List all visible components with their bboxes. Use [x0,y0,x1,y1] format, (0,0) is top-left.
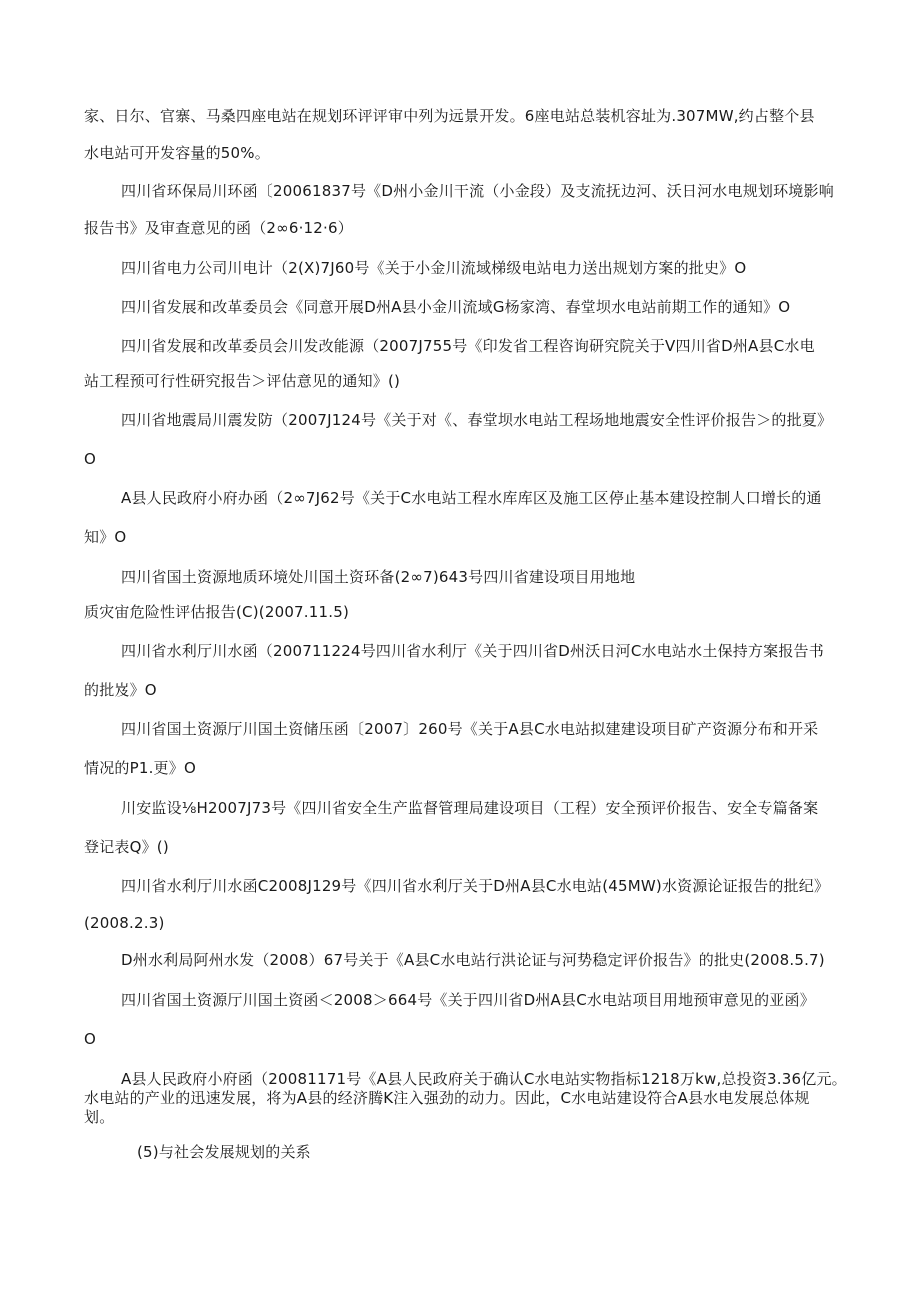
text-line: 水电站可开发容量的50%。 [84,144,270,162]
text-line: 质灾宙危险性评估报告(C)(2007.11.5) [84,603,350,621]
text-line: 川安监设⅛H2007J73号《四川省安全生产监督管理局建设项目（工程）安全预评价报告、安全专篇备案 [121,799,819,817]
text-line: O [84,450,97,468]
section-heading: (5)与社会发展规划的关系 [137,1143,311,1161]
text-line: 四川省国土资源厅川国土资函＜2008＞664号《关于四川省D州A县C水电站项目用地预审意见的亚函》 [121,991,815,1009]
text-line: (2008.2.3) [84,914,165,932]
text-line: 四川省国土资源厅川国土资储压函〔2007〕260号《关于A县C水电站拟建建设项目矿产资源分布和开采 [121,720,819,738]
text-line: 四川省地震局川震发防（2007J124号《关于对《、春堂坝水电站工程场地地震安全性评价报告＞的批夏》 [121,411,833,429]
text-line: 四川省水利厅川水函（200711224号四川省水利厅《关于四川省D州沃日河C水电站水土保持方案报告书 [121,642,824,660]
text-line: 情况的P1.更》O [84,759,196,777]
text-line: 四川省电力公司川电计（2(X)7J60号《关于小金川流域梯级电站电力送出规划方案的批史》O [121,259,747,277]
text-line: 登记表Q》() [84,838,169,856]
text-line: 四川省发展和改革委员会川发改能源（2007J755号《印发省工程咨询研究院关于V四川省D州A县C水电 [121,337,815,355]
text-line: A县人民政府小府函（20081171号《A县人民政府关于确认C水电站实物指标1218万kw,总投资3.36亿元。 [121,1070,847,1088]
text-line: 划。 [84,1108,115,1126]
text-line: A县人民政府小府办函（2∞7J62号《关于C水电站工程水库库区及施工区停止基本建设控制人口增长的通 [121,489,822,507]
text-line: O [84,1030,97,1048]
text-line: D州水利局阿州水发（2008）67号关于《A县C水电站行洪论证与河势稳定评价报告》的批史(2008.5.7) [121,951,825,969]
text-line: 四川省环保局川环函〔20061837号《D州小金川干流（小金段）及支流抚边河、沃日河水电规划环境影响 [121,182,834,200]
text-line: 家、日尔、官寨、马桑四座电站在规划环评评审中列为远景开发。6座电站总装机容址为.307MW,约占整个县 [84,107,815,125]
text-line: 站工程预可行性研究报告＞评估意见的通知》() [84,372,401,390]
text-line: 四川省水利厅川水函C2008J129号《四川省水利厅关于D州A县C水电站(45MW)水资源论证报告的批纪》 [121,877,830,895]
text-line: 水电站的产业的迅速发展，将为A县的经济腾K注入强劲的动力。因此，C水电站建设符合A县水电发展总体规 [84,1089,810,1107]
text-line: 报告书》及审查意见的函（2∞6·12·6） [84,219,353,237]
text-line: 的批岌》O [84,681,157,699]
text-line: 知》O [84,528,127,546]
text-line: 四川省国土资源地质环境处川国土资环备(2∞7)643号四川省建设项目用地地 [121,568,636,586]
text-line: 四川省发展和改革委员会《同意开展D州A县小金川流域G杨家湾、春堂坝水电站前期工作的通知》O [121,298,791,316]
